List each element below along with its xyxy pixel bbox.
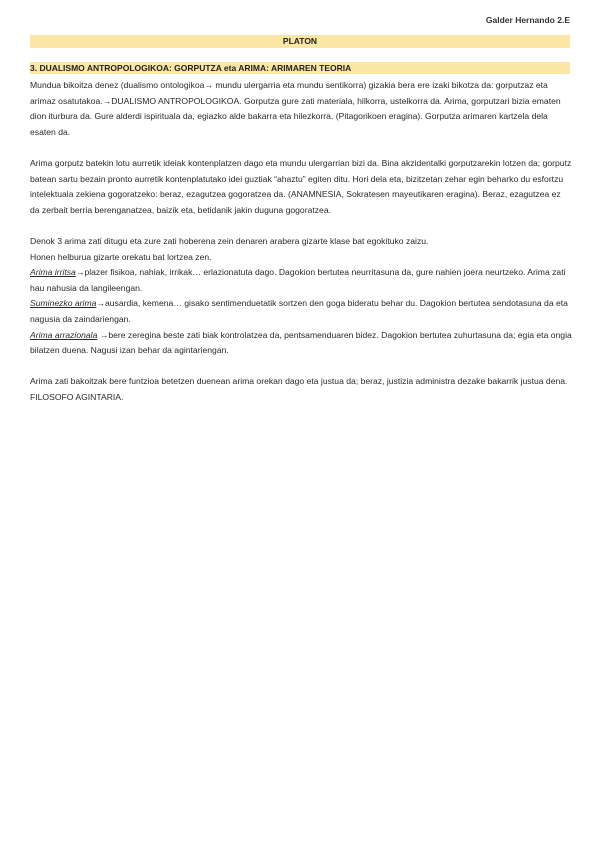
arima-part-arrazionala <box>30 328 572 359</box>
paragraph-arima-zatiak: Denok 3 arima zati ditugu eta zure zati hoberena zein denaren arabera gizarte klase bat egokituko zaizu. <box>30 235 429 246</box>
term-suminezko-arima: Suminezko arima <box>30 298 97 309</box>
suminezko-arima-text: →ausardia, kemena… gisako sentimenduetatik sortzen den goga bideratu behar du. Dagokion bertutea sendotasuna da eta nagusia da zaindariengan. <box>30 298 568 324</box>
header-author: Galder Hernando 2.E <box>485 15 570 25</box>
section-heading: 3. DUALISMO ANTROPOLOGIKOA: GORPUTZA eta ARIMA: ARIMAREN TEORIA <box>30 62 570 74</box>
page-title: PLATON <box>30 35 570 48</box>
arima-part-suminezko <box>30 296 572 327</box>
paragraph-gap <box>30 359 572 375</box>
paragraph-justizia: Arima zati bakoitzak bere funtzioa betetzen duenean arima orekan dago eta justua da; beraz, justizia administra dezake bakarrik justua dena. FILOSOFO AGINTARIA. <box>30 376 568 402</box>
paragraph-gap <box>30 218 572 234</box>
term-arima-irritsa: Arima irritsa <box>30 267 76 278</box>
paragraph-anamnesia: Arima gorputz batekin lotu aurretik ideiak kontenplatzen dago eta mundu ulergarrian bizi da. Bina akzidentalki gorputzarekin lotzen da; gorputz batean sartu bezain pronto aurretik kontenplatutako idei guztiak “ahaztu” egiten ditu. Hori dela eta, bizitzetan zehar egin beharko du esfortzu intelektuala zekiena gogoratzeko: beraz, ezagutzea gogoratzea da. (ANAMNESIA, Sokratesen mayeutikaren eragina). Beraz, ezagutzea ez da zerbait berria berenganatzea, baizik eta, betidanik jakin duguna gogoratzea. <box>30 157 572 215</box>
paragraph-helburua: Honen helburua gizarte orekatu bat lortzea zen. <box>30 251 212 262</box>
arima-part-irritsa <box>30 265 572 296</box>
arima-arrazionala-text: →bere zeregina beste zati biak kontrolatzea da, pentsamenduaren bidez. Dagokion bertutea zuhurtasuna da; egia eta ongia bilatzen duena. Nagusi izan behar da agintariengan. <box>30 329 572 356</box>
arima-irritsa-text: →plazer fisikoa, nahiak, irrikak… erlazionatuta dago. Dagokion bertutea neurritasuna da, gure nahien joera neurtzeko. Arima zati hau nahusia da langileengan. <box>30 267 566 293</box>
paragraph-gap <box>30 140 572 156</box>
term-arima-arrazionala: Arima arrazionala <box>30 329 98 340</box>
paragraph-dualismo: Mundua bikoitza denez (dualismo ontologikoa→ mundu ulergarria eta mundu sentikorra) gizakia bera ere izaki bikotza da: gorputzaz eta arimaz osatutakoa.→DUALISMO ANTROPOLOGIKOA. Gorputza gure zati materiala, hilkorra, ustelkorra da. Arima, gorputzari bizia ematen dion iturbura da. Gure alderdi ispirituala da, egiazko alde bakarra eta hilezkorra. (Pitagorikoen eragina). Gorputza arimaren kartzela dela esaten da. <box>30 80 561 137</box>
body-text <box>30 78 572 405</box>
